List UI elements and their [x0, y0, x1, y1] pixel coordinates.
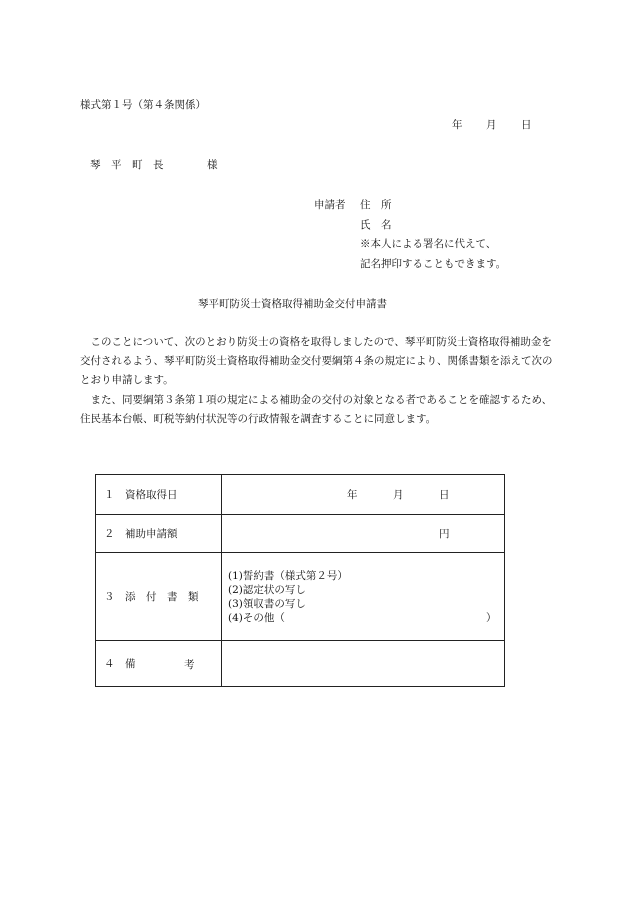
attachment-other-close: ） — [486, 611, 497, 624]
table-row — [96, 515, 505, 553]
remarks-field[interactable] — [222, 641, 505, 687]
attachments-cell — [222, 553, 505, 641]
body-paragraph-2: また、同要綱第３条第１項の規定による補助金の交付の対象となる者であることを確認するため、住民基本台帳、町税等納付状況等の行政情報を調査することに同意します。 — [80, 394, 553, 425]
table-day-label: 日 — [439, 489, 450, 501]
attachment-item: (1)誓約書（様式第２号） — [228, 569, 348, 582]
acquisition-date-label: １ 資格取得日 — [96, 475, 222, 515]
attachments-label: ３ 添 付 書 類 — [96, 553, 222, 641]
remarks-label — [96, 641, 222, 687]
addressee-honorific: 様 — [207, 159, 218, 171]
body-paragraph-1: このことについて、次のとおり防災士の資格を取得しましたので、琴平町防災士資格取得補助金を交付されるよう、琴平町防災士資格取得補助金交付要綱第４条の規定により、関係書類を添えて次のとおり申請します。 — [80, 336, 553, 386]
table-row — [96, 641, 505, 687]
table-year-label: 年 — [347, 489, 358, 501]
name-label: 氏 名 — [360, 219, 392, 231]
remarks-label-end: 考 — [184, 659, 195, 671]
acquisition-date-field[interactable] — [222, 475, 505, 515]
amount-unit: 円 — [439, 528, 450, 540]
table-month-label: 月 — [393, 489, 404, 501]
applicant-label: 申請者 — [314, 199, 346, 211]
attachment-item-other[interactable] — [222, 611, 504, 625]
attachment-other-label: (4)その他（ — [228, 611, 285, 624]
address-label: 住 所 — [360, 199, 392, 211]
requested-amount-field[interactable] — [222, 515, 505, 553]
signature-note-line1: ※本人による署名に代えて、 — [360, 238, 497, 250]
application-table — [95, 474, 505, 687]
table-row — [96, 475, 505, 515]
form-number: 様式第１号（第４条関係） — [80, 99, 206, 111]
addressee-name: 琴 平 町 長 — [90, 159, 164, 171]
attachment-item: (2)認定状の写し — [228, 583, 306, 596]
signature-note-line2: 記名押印することもできます。 — [360, 258, 507, 270]
remarks-label-num: ４ 備 — [104, 658, 136, 670]
requested-amount-label: ２ 補助申請額 — [96, 515, 222, 553]
attachment-item: (3)領収書の写し — [228, 597, 306, 610]
table-row — [96, 553, 505, 641]
date-year-label: 年 — [452, 119, 463, 131]
date-day-label: 日 — [521, 119, 532, 131]
date-month-label: 月 — [486, 119, 497, 131]
document-title: 琴平町防災士資格取得補助金交付申請書 — [198, 298, 387, 310]
